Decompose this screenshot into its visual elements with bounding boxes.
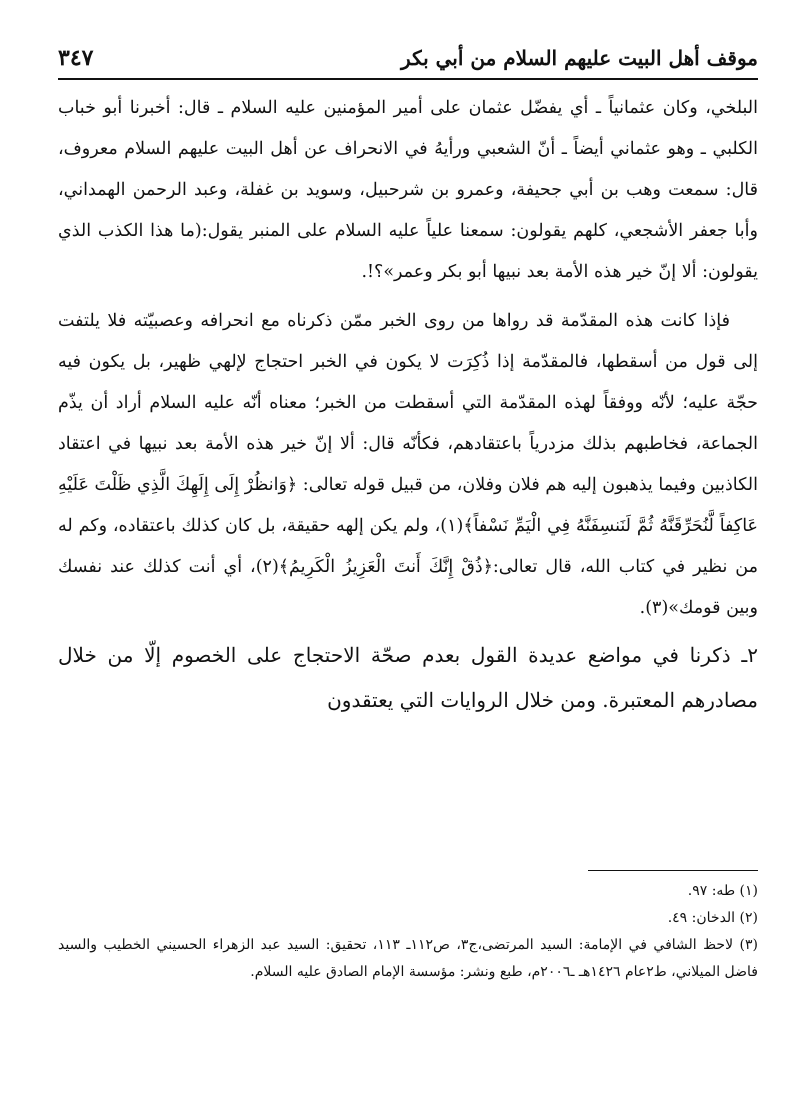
paragraph-argument: فإذا كانت هذه المقدّمة قد رواها من روى الخبر ممّن ذكرناه مع انحرافه وعصبيّته فلا يلتفت إلى قول من أسقطها، فالمقدّمة إذا ذُكِرَت لا يكون في الخبر احتجاج لإلهي ظهير، بل يكون فيه حجّة عليه؛ لأنّه ووفقاً لهذه المقدّمة التي أسقطت من الخبر؛ معناه أنّه عليه السلام أراد أن يذّم الجماعة، فخاطبهم بذلك مزدرياً باعتقادهم، فكأنّه قال: ألا إنّ خير هذه الأمة بعد نبيها في اعتقاد الكاذبين وفيما يذهبون إليه هم فلان وفلان، من قبيل قوله تعالى: ﴿وَانظُرْ إِلَى إِلَهِكَ الَّذِي ظَلْتَ عَلَيْهِ عَاكِفاً لَّنُحَرِّقَنَّهُ ثُمَّ لَنَنسِفَنَّهُ فِي الْيَمِّ نَسْفاً﴾(١)، ولم يكن إلهه حقيقة، بل كان كذلك باعتقاده، وكم له من نظير في كتاب الله، قال تعالى:﴿ذُقْ إِنَّكَ أَنتَ الْعَزِيزُ الْكَرِيمُ﴾(٢)، أي أنت كذلك عند نفسك وبين قومك»(٣). — [58, 311, 759, 618]
book-page — [58, 0, 758, 1105]
footnote-divider — [588, 870, 758, 871]
footnote-2: (٢) الدخان: ٤٩. — [667, 910, 758, 926]
footnote-3: (٣) لاحظ الشافي في الإمامة: السيد المرتضى،ج٣، ص١١٢ـ ١١٣، تحقيق: السيد عبد الزهراء الحسيني الخطيب والسيد فاضل الميلاني، ط٢عام ١٤٢٦هـ ـ٢٠٠٦م، طبع ونشر: مؤسسة الإمام الصادق عليه السلام. — [58, 937, 758, 980]
header-title: موقف أهل البيت عليهم السلام من أبي بكر — [401, 46, 758, 70]
page-number: ٣٤٧ — [58, 45, 94, 71]
main-text — [58, 88, 758, 723]
paragraph-point-two: ٢ـ ذكرنا في مواضع عديدة القول بعدم صحّة الاحتجاج على الخصوم إلّا من خلال مصادرهم المعتبرة. ومن خلال الروايات التي يعتقدون — [58, 643, 758, 712]
paragraph-quote-continuation: البلخي، وكان عثمانياً ـ أي يفضّل عثمان على أمير المؤمنين عليه السلام ـ قال: أخبرنا أبو خباب الكلبي ـ وهو عثماني أيضاً ـ أنّ الشعبي ورأيهُ في الانحراف عن أهل البيت عليهم السلام معروف، قال: سمعت وهب بن أبي جحيفة، وعمرو بن شرحبيل، وسويد بن غفلة، وعبد الرحمن الهمداني، وأبا جعفر الأشجعي، كلهم يقولون: سمعنا علياً عليه السلام على المنبر يقول:(ما هذا الكذب الذي يقولون: ألا إنّ خير هذه الأمة بعد نبيها أبو بكر وعمر»؟!. — [58, 98, 758, 282]
footnotes — [58, 878, 758, 986]
footnote-1: (١) طه: ٩٧. — [687, 883, 758, 899]
header-divider — [58, 78, 758, 80]
running-header — [58, 40, 758, 76]
